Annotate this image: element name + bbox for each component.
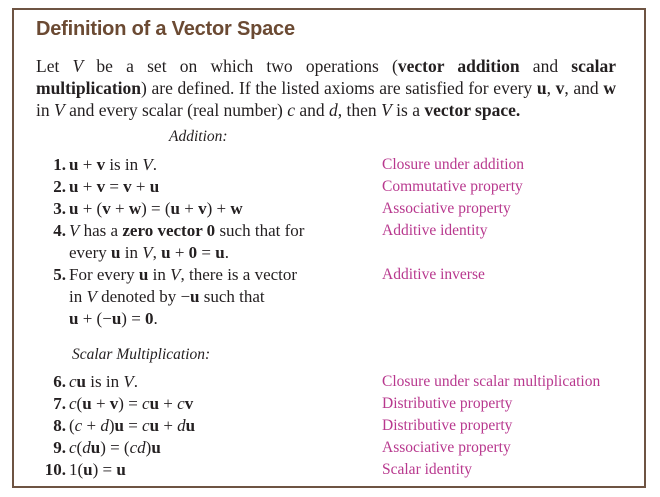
axiom-number: 1. bbox=[53, 155, 66, 174]
axiom-row bbox=[14, 176, 644, 198]
axiom-text: u + v is in V. bbox=[69, 155, 158, 174]
intro-text: and bbox=[519, 56, 572, 76]
axiom-text: (c + d)u = cu + du bbox=[69, 416, 196, 435]
axiom-text: For every u in V, there is a vector bbox=[69, 265, 298, 284]
intro-text: ) are defined. If the listed axioms are satisfied for every bbox=[141, 78, 537, 98]
definition-title: Definition of a Vector Space bbox=[36, 18, 295, 40]
axiom-row bbox=[14, 198, 644, 220]
axiom-row bbox=[14, 437, 644, 459]
intro-text: and bbox=[295, 100, 330, 120]
intro-text: Let bbox=[36, 56, 73, 76]
axiom-label: Associative property bbox=[382, 200, 511, 217]
intro-var: V bbox=[54, 100, 65, 120]
axiom-row bbox=[14, 220, 644, 242]
intro-var: V bbox=[381, 100, 392, 120]
axiom-text: c(du) = (cd)u bbox=[69, 438, 161, 457]
axiom-number: 8. bbox=[53, 416, 66, 435]
axiom-text: u + v = v + u bbox=[69, 177, 160, 196]
axiom-label: Additive inverse bbox=[382, 266, 485, 283]
intro-term: vector space. bbox=[424, 100, 521, 120]
axiom-label: Scalar identity bbox=[382, 461, 472, 478]
axiom-text: 1(u) = u bbox=[69, 460, 126, 479]
axiom-label: Closure under scalar multiplication bbox=[382, 373, 601, 390]
intro-term: vector addition bbox=[397, 56, 520, 76]
intro-text: is a bbox=[391, 100, 425, 120]
axiom-row bbox=[14, 154, 644, 176]
intro-text: , bbox=[546, 78, 556, 98]
section-heading-scalar: Scalar Multiplication: bbox=[72, 346, 211, 363]
section-heading-addition: Addition: bbox=[169, 128, 228, 145]
axiom-text: cu is in V. bbox=[69, 372, 138, 391]
axiom-label: Closure under addition bbox=[382, 156, 525, 173]
axiom-continuation: in V denoted by −u such that bbox=[69, 287, 265, 306]
axiom-number: 7. bbox=[53, 394, 66, 413]
intro-var: V bbox=[72, 56, 84, 76]
intro-vector: u bbox=[536, 78, 547, 98]
intro-text: , and bbox=[564, 78, 604, 98]
intro-vector: v bbox=[555, 78, 565, 98]
axiom-label: Distributive property bbox=[382, 417, 513, 434]
axiom-row bbox=[14, 264, 644, 286]
intro-var: c bbox=[287, 100, 296, 120]
axiom-number: 6. bbox=[53, 372, 66, 391]
axiom-label: Commutative property bbox=[382, 178, 523, 195]
definition-box bbox=[12, 8, 646, 488]
axiom-number: 5. bbox=[53, 265, 66, 284]
axiom-continuation: every u in V, u + 0 = u. bbox=[69, 243, 229, 262]
axiom-text: u + (v + w) = (u + v) + w bbox=[69, 199, 243, 218]
definition-intro bbox=[36, 55, 616, 121]
axiom-number: 3. bbox=[53, 199, 66, 218]
axiom-number: 2. bbox=[53, 177, 66, 196]
axiom-continuation: u + (−u) = 0. bbox=[69, 309, 158, 328]
axiom-number: 10. bbox=[44, 460, 66, 479]
axiom-number: 9. bbox=[53, 438, 66, 457]
axiom-label: Distributive property bbox=[382, 395, 513, 412]
intro-text: and every scalar (real number) bbox=[64, 100, 288, 120]
intro-vector: w bbox=[603, 78, 616, 98]
intro-text: in bbox=[36, 100, 54, 120]
axiom-text: c(u + v) = cu + cv bbox=[69, 394, 194, 413]
axiom-row bbox=[14, 371, 644, 393]
intro-text: be a set on which two operations ( bbox=[83, 56, 398, 76]
axiom-number: 4. bbox=[53, 221, 66, 240]
axiom-label: Additive identity bbox=[382, 222, 488, 239]
intro-var: d bbox=[329, 100, 338, 120]
axiom-row bbox=[14, 415, 644, 437]
intro-text: , then bbox=[337, 100, 382, 120]
axiom-text: V has a zero vector 0 such that for bbox=[69, 221, 305, 240]
axiom-row bbox=[14, 459, 644, 481]
intro-term: scalar multiplication bbox=[36, 56, 616, 98]
axiom-label: Associative property bbox=[382, 439, 511, 456]
axiom-row bbox=[14, 393, 644, 415]
